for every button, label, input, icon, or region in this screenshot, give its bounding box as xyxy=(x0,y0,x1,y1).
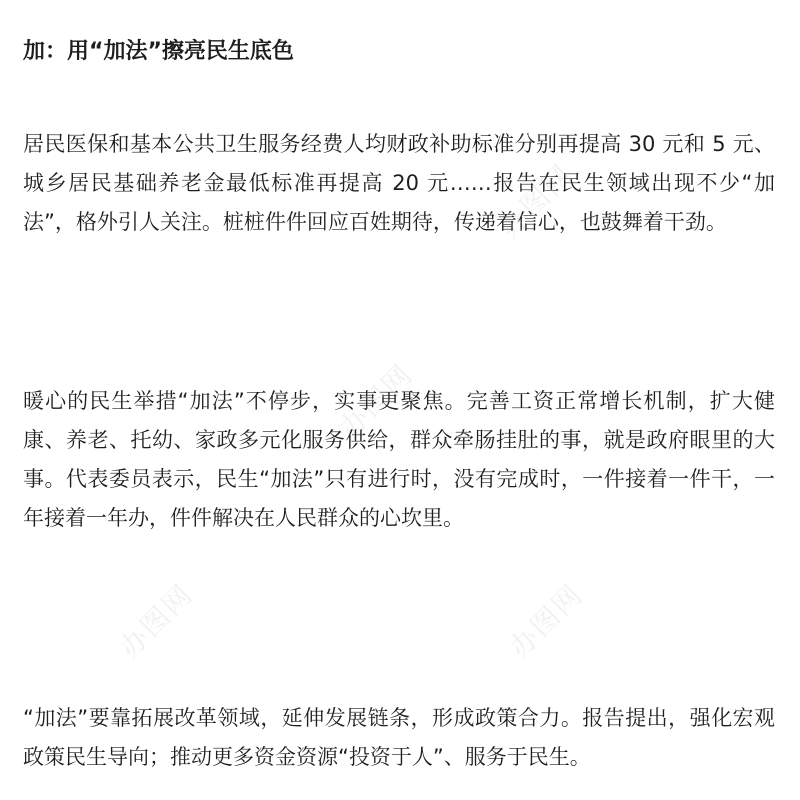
watermark: 办图网 xyxy=(502,577,590,665)
watermark: 办图网 xyxy=(332,357,420,445)
paragraph-2: 暖心的民生举措“加法”不停步，实事更聚焦。完善工资正常增长机制，扩大健康、养老、托幼、家政多元化服务供给，群众牵肠挂肚的事，就是政府眼里的大事。代表委员表示，民生“加法”只有进行时，没有完成时，一件接着一件干，一年接着一年办，件件解决在人民群众的心坎里。 xyxy=(23,389,775,530)
watermark: 办图网 xyxy=(492,157,580,245)
article-heading: 加：用“加法”擦亮民生底色 xyxy=(23,39,294,64)
paragraph-3: “加法”要靠拓展改革领域，延伸发展链条，形成政策合力。报告提出，强化宏观政策民生导向；推动更多资金资源“投资于人”、服务于民生。 xyxy=(23,706,775,769)
paragraph-1: 居民医保和基本公共卫生服务经费人均财政补助标准分别再提高 30 元和 5 元、城乡居民基础养老金最低标准再提高 20 元……报告在民生领域出现不少“加法”，格外引人关注。桩桩件件回应百姓期待，传递着信心，也鼓舞着干劲。 xyxy=(23,132,775,234)
watermark: 办图网 xyxy=(112,577,200,665)
